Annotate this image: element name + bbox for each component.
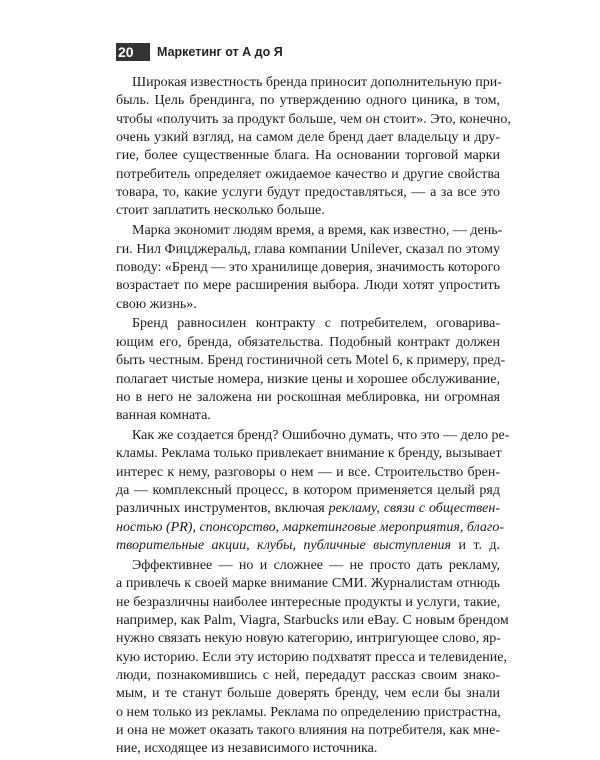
page-header <box>116 42 496 62</box>
text-line: гие, более существенные блага. На основании торговой марки <box>116 148 500 164</box>
text-line: нужно связать некую новую категорию, интригующее слово, яр- <box>116 631 501 647</box>
text-line: интерес к нему, разговоры о нем — и все. Строительство брен- <box>116 464 500 480</box>
text-line-mixed <box>116 500 500 518</box>
text-line: товара, то, какие услуги будут предоставляться, — а за все это <box>116 185 500 201</box>
running-title: Маркетинг от А до Я <box>157 45 283 59</box>
text-line: а привлечь к своей марке внимание СМИ. Журналистам отнюдь <box>116 576 500 592</box>
text-line: кламы. Реклама только привлекает внимание к бренду, вызывает <box>116 446 502 462</box>
text-line: да — комплексный процесс, в котором применяется целый ряд <box>116 483 500 499</box>
text-line: мым, и те станут больше доверять бренду, чем если бы знали <box>116 686 500 702</box>
text-line: ги. Нил Фицджеральд, глава компании Unilever, сказал по этому <box>116 241 500 257</box>
paragraph-1 <box>116 74 511 221</box>
text-line: ние, исходящее из независимого источника. <box>116 741 378 757</box>
text-line: очень узкий взгляд, на самом деле бренд дает владельцу и дру- <box>116 130 500 146</box>
paragraph-5 <box>116 557 509 759</box>
text-line: ванная комната. <box>116 408 211 424</box>
text-line: возрастает по мере расширения выбора. Люди хотят упростить <box>116 278 500 294</box>
text-line: и она не может оказать такого влияния на потребителя, как мне- <box>116 723 500 739</box>
text-line-italic <box>116 519 505 537</box>
text-line: Широкая известность бренда приносит дополнительную при- <box>132 75 502 90</box>
text-line: Марка экономит людям время, а время, как известно, — день- <box>132 223 503 239</box>
paragraph-3 <box>116 315 506 425</box>
text-line: свою жизнь». <box>116 296 197 312</box>
italic-fragment: творительные акции, клубы, публичные выступления <box>116 538 452 554</box>
text-line: люди, познакомившись с ней, передадут рассказ своим знако- <box>116 668 500 683</box>
text-line: быль. Цель брендинга, по утверждению одного циника, в том, <box>116 93 500 109</box>
text-line: о нем только из рекламы. Реклама по определению пристрастна, <box>116 704 501 720</box>
text-line: Бренд равносилен контракту с потребителем, оговарива- <box>132 316 500 332</box>
paragraph-4 <box>116 427 510 555</box>
text-fragment: различных инструментов, включая <box>116 501 329 517</box>
text-line: потребитель определяет ожидаемое качество и другие свойства <box>116 166 500 182</box>
text-line-mixed <box>116 537 500 555</box>
text-line: полагает чистые номера, низкие цены и хорошее обслуживание, <box>116 371 500 387</box>
italic-fragment: рекламу, связи с обществен- <box>328 501 500 517</box>
text-line: но в него не заложена ни роскошная меблировка, ни огромная <box>116 389 500 405</box>
body-text <box>116 74 511 760</box>
text-line: поводу: «Бренд — это хранилище доверия, значимость которого <box>116 259 501 275</box>
text-line: Эффективнее — но и сложнее — не просто дать рекламу, <box>132 557 500 573</box>
paragraph-2 <box>116 222 503 314</box>
text-line: ющим его, бренда, обязательства. Подобный контракт должен <box>116 334 500 350</box>
page-number: 20 <box>116 43 150 61</box>
text-line: например, как Palm, Viagra, Starbucks или eBay. С новым брендом <box>116 612 509 628</box>
text-line: стоит заплатить несколько больше. <box>116 203 325 219</box>
text-line: Как же создается бренд? Ошибочно думать, что это — дело ре- <box>132 428 510 444</box>
italic-fragment: ностью (PR), спонсорство, маркетинговые мероприятия, благо- <box>116 519 505 535</box>
text-line: быть честным. Бренд гостиничной сеть Motel 6, к примеру, пред- <box>116 353 506 369</box>
text-line: не безразличны наиболее интересные продукты и услуги, такие, <box>116 594 501 610</box>
text-line: кую историю. Если эту историю подхватят пресса и телевидение, <box>116 649 507 665</box>
text-fragment: и т. д. <box>451 538 501 554</box>
text-line: чтобы «получить за продукт больше, чем он стоит». Это, конечно, <box>116 111 511 127</box>
